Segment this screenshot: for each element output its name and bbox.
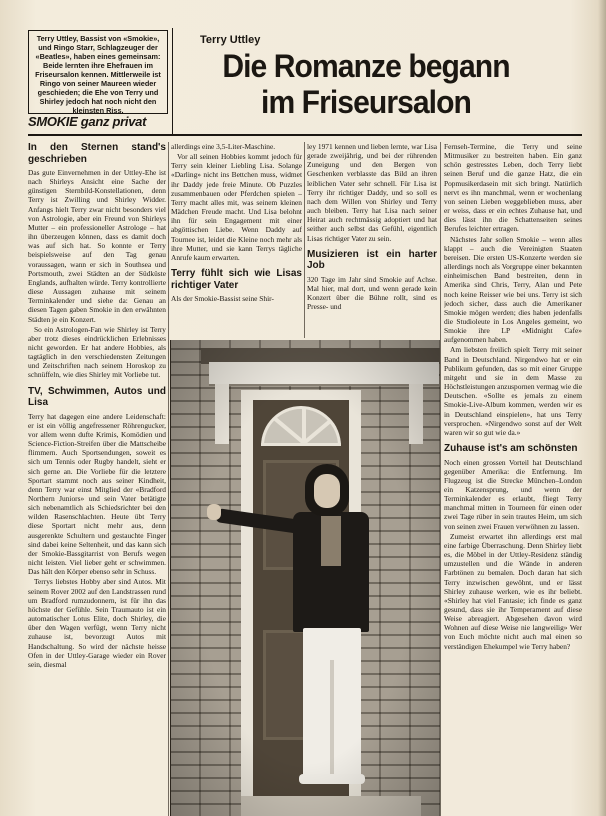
article-photo [170, 340, 440, 816]
paragraph: Vor all seinen Hobbies kommt jedoch für Terry sein kleiner Liebling Lisa. Solange «Darling» nicht ins Bettchen muss, widmet ihr Daddy jede freie Minute. Ob Puzzles zusammenbauen oder Pferdchen spielen – Terry macht alles mit, was seinem kleinen Mädchen Freude macht. Und Lisa belohnt ihn für sein Engagement mit einer abgöttischen Liebe. Wenn Daddy auf Tournee ist, leidet die Kleine noch mehr als ihre Mutter, und sie kann Terrys tägliche Anrufe kaum erwarten. [171, 152, 302, 262]
paragraph: Noch einen grossen Vorteil hat Deutschland gegenüber Amerika: die Entfernung. Im Flugzeug ist die Strecke München–London ein Katzensprung, und wenn der Terminkalender es erlaubt, fliegt Terry manchmal mitten in Tourneen für einen oder zwei Tage rüber in sein trautes Heim, um sich von seinen zwei Frauen verwöhnen zu lassen. [444, 457, 582, 531]
page-fold-shadow [598, 0, 606, 816]
section-label: SMOKIE ganz privat [28, 114, 147, 129]
column-4 [444, 142, 582, 812]
paragraph: allerdings eine 3,5-Liter-Maschine. [171, 142, 276, 151]
paragraph: So ein Astrologen-Fan wie Shirley ist Terry aber trotz dieses eindrücklichen Erlebnisses nicht geworden. Er hat andere Hobbies, als tagtäglich in den verschiedensten Zeitungen und Zeitschriften nach seinem Horoskop zu schnüffeln, wie dies Shirley mit Vorliebe tut. [28, 324, 166, 380]
headline-line-2: im Friseursalon [261, 84, 471, 120]
column-3 [307, 142, 437, 338]
paragraph: Fernseh-Termine, die Terry und seine Mitmusiker zu bestreiten haben. Ein ganz schön gestresstes Leben, doch Terry liebt seinen Beruf und die ganze Hatz, die ein Popmusikerdasein mit sich bringt. Natürlich nervt es ihn manchmal, wenn er wochenlang von seinen Lieben weggeblieben muss, aber er weiss, dass er ein echtes Zuhause hat, und dies lässt ihn die Schattenseiten seines Berufes leichter ertragen. [444, 142, 582, 234]
subhead-home: Zuhause ist's am schönsten [444, 443, 578, 454]
header-divider [172, 28, 173, 136]
photo-vignette [171, 340, 440, 816]
paragraph: Als der Smokie-Bassist seine Shir- [171, 294, 274, 304]
column-divider [304, 142, 305, 338]
column-divider [440, 142, 441, 816]
subhead-father: Terry fühlt sich wie Lisas richtiger Vater [171, 268, 302, 291]
header-rule [28, 134, 582, 136]
paragraph: Das gute Einvernehmen in der Uttley-Ehe ist nach Shirleys Ansicht eine Sache der günstigen Sternbild-Konstellationen, denn Terry ist Zwilling und Shirley Widder. Anfangs hielt Terry zwar nicht besonders viel von Astrologie, aber ein Freund von Shirleys Mutter – ein professioneller Astrologe – hat ihn überzeugen können, dass es damit doch was auf sich hat. So konnte er Terry beispielsweise auf den Tag genau voraussagen, wann er sich in Southsea und Portsmouth, zwei Städten an der Südküste Englands, aufhalten würde. Terry kontrollierte diese Aussagen zuhause mit seinem Terminkalender und siehe da: Genau an diesen Tagen gaben Smokie in den erwähnten Städten je ein Konzert. [28, 168, 166, 324]
subhead-music: Musizieren ist ein harter Job [307, 248, 437, 272]
article-kicker: Terry Uttley [200, 34, 261, 46]
subhead-hobbies: TV, Schwimmen, Autos und Lisa [28, 385, 166, 409]
column-1 [28, 142, 166, 812]
paragraph: ley 1971 kennen und lieben lernte, war Lisa gerade zweijährig, und bei der rührenden Zuneigung und den Bergen von Geschenken verblasste das Bild an ihren leiblichen Vater sehr schnell. Für Lisa ist Terry ihr richtiger Daddy, und so soll es nach dem Willen von Shirley und Terry auch bleiben. Terry hat Lisa nach seiner Heirat auch rechtmässig adoptiert und hat seither auch selbst das Gefühl, eigentlich Lisas richtiger Vater zu sein. [307, 142, 437, 243]
headline-line-1: Die Romanze begann [222, 48, 510, 84]
paragraph: 320 Tage im Jahr sind Smokie auf Achse. Mal hier, mal dort, und wenn gerade kein Konzert über die Bühne rollt, sind es Presse- und [307, 274, 437, 312]
column-2 [171, 142, 302, 338]
column-divider [168, 142, 169, 816]
paragraph: Terry hat dagegen eine andere Leidenschaft: er ist ein völlig angefressener Röhrengucker, vor allem wenn dufte Krimis, Komödien und Science-Fiction-Streifen über die Mattscheibe flimmern. Auch Sportsendungen, soweit es sich um Tennis oder Rugby handelt, sieht er sich gerne an. Die Vorliebe für die letztere Sportart stammt noch aus seiner Kindheit, denn Terry war einst Mitglied der «Bradford Northern Juniors» und sein Vater betätigte sich nebenamtlich als Schiedsrichter bei den wilden Rasenschlachten. Heute übt Terry diese Sportart nicht mehr aus, denn ausgerenkte Schultern und gestauchte Finger sind dabei keine Seltenheit, und das kann sich der Smokie-Bassgitarrist von Berufs wegen nicht leisten. Viel lieber geht er schwimmen. Das hält den Körper ebenso sehr in Schuss. [28, 411, 166, 577]
paragraph: Terrys liebstes Hobby aber sind Autos. Mit seinem Rover 2002 auf den Landstrassen rund um Bradford rumzudonnern, ist für ihn das höchste der Gefühle. Sein Traumauto ist ein automatischer Lotus Elite, doch Shirley, die über den Wagen verfügt, wenn Terry nicht zuhause ist, bevorzugt Autos mit Handschaltung. So wird der nächste heisse Ofen in der Uttley-Garage wieder ein Rover sein, diesmal [28, 577, 166, 669]
paragraph: Am liebsten freilich spielt Terry mit seiner Band in Deutschland. Nirgendwo hat er ein Publikum gefunden, das so mit einer Gruppe mitgeht und sie in dem Masse zu Höchstleistungen anzuspornen vermag wie die Deutschen. «Sollte es jemals zu einem Smokie-Live-Album kommen, werden wir es in Deutschland einspielen», hat uns Terry versprochen. «Nirgendwo sonst auf der Welt waren wir so gut wie da.» [444, 345, 582, 437]
subhead-stars: In den Sternen stand's geschrieben [28, 142, 166, 165]
paragraph: Nächstes Jahr sollen Smokie – wenn alles klappt – auch die Vereinigten Staaten bereisen. Die ersten US-Konzerte werden sie allerdings noch als Vorgruppe einer bekannten einheimischen Band bestreiten, denn in Amerika sind Chris, Terry, Alan und Pete noch keine Reisser wie bei uns. Terry ist sich jedoch sicher, dass auch die Amerikaner Smokie mögen werden; dies haben jedenfalls die Studioleute in Los Angeles gemeint, wo Smokie ihre LP «Midnight Cafe» aufgenommen haben. [444, 234, 582, 345]
article-headline [178, 48, 554, 120]
paragraph: Zumeist erwartet ihn allerdings erst mal eine farbige Überraschung. Denn Shirley liebt es, die Möbel in der Uttley-Residenz ständig umzustellen und die Wände in anderen Farbtönen zu bemalen. Doch daran hat sich Terry inzwischen gewöhnt, und er lässt Shirley zuhause werken, wie es ihr beliebt. «Shirley hat viel Fantasie; ich finde es ganz gesund, dass sie ihr Temperament auf diese Weise abreagiert. Abgesehen davon wird Wohnen auf diese Weise nie langweilig» Wer von Euch möchte nicht auch mal einen so verständigen Ehekumpel wie Terry haben? [444, 531, 582, 651]
photo-caption: Terry Uttley, Bassist von «Smokie», und Ringo Starr, Schlagzeuger der «Beatles», haben eines gemeinsam: Beide lernten ihre Ehefrauen im Friseursalon kennen. Mittlerweile ist Ringo von seiner Maureen wieder geschieden; die Ehe von Terry und Shirley jedoch hat noch nicht den kleinsten Riss. [28, 30, 168, 114]
